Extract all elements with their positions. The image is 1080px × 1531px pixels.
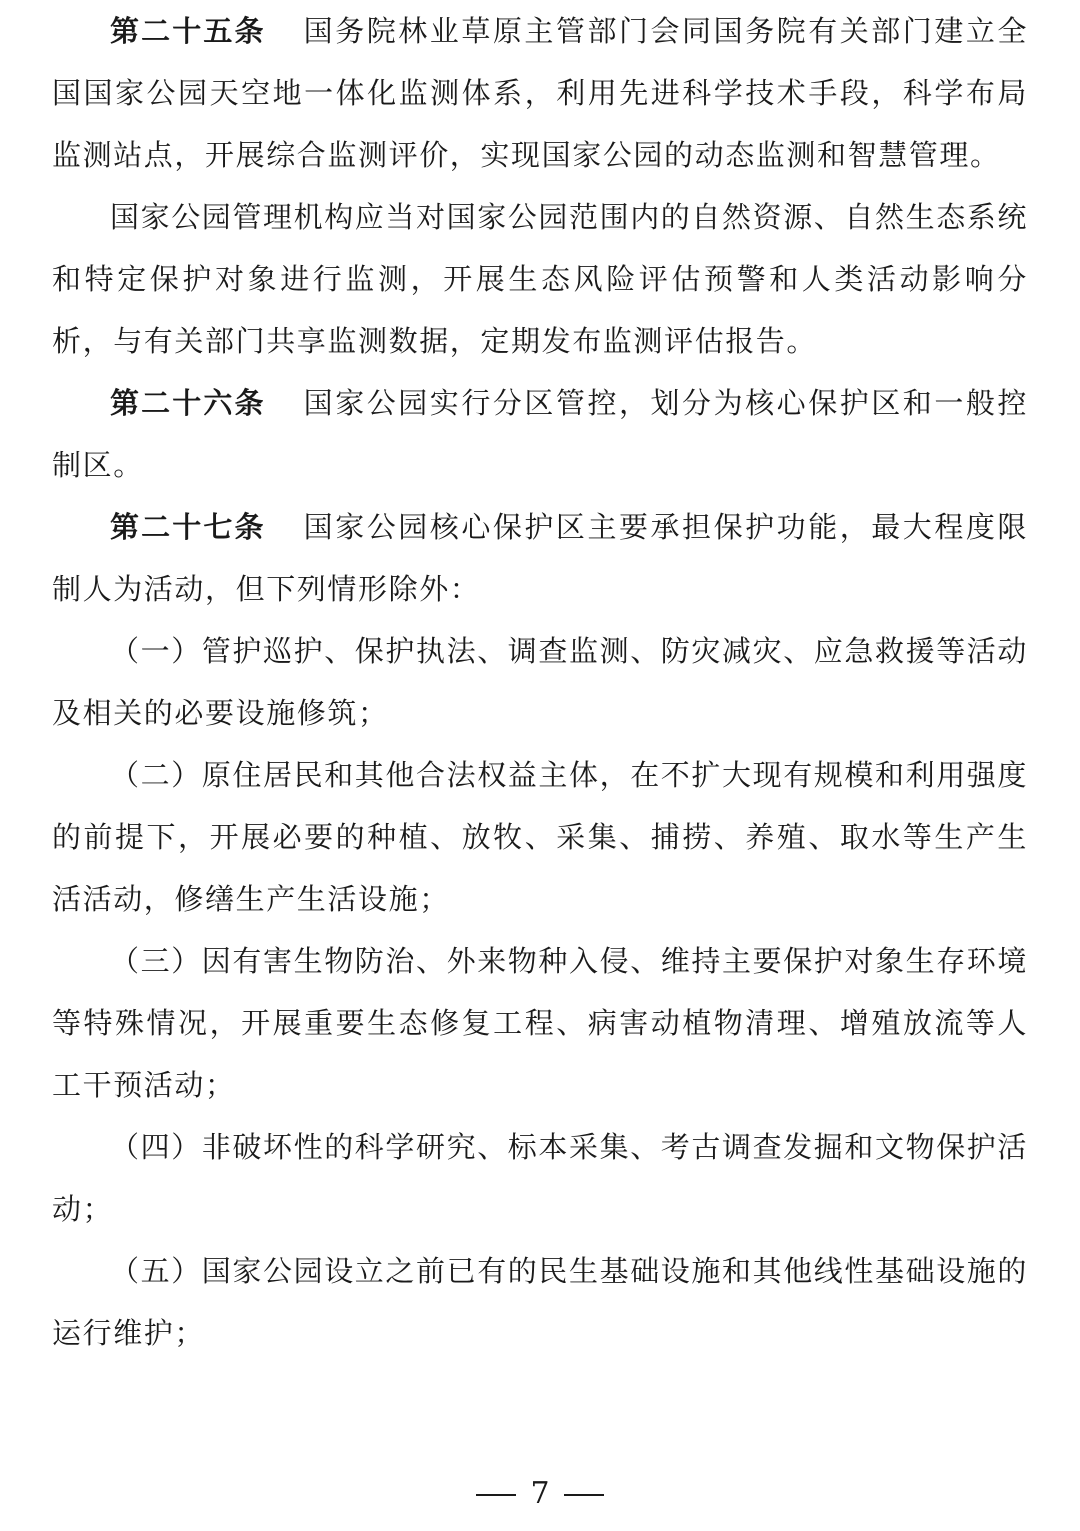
list-item-text: （三）因有害生物防治、外来物种入侵、维持主要保护对象生存环境等特殊情况，开展重要生态修复工程、病害动植物清理、增殖放流等人工干预活动； xyxy=(52,944,1029,1102)
paragraph-text: 国务院林业草原主管部门会同国务院有关部门建立全国国家公园天空地一体化监测体系，利用先进科学技术手段，科学布局监测站点，开展综合监测评价，实现国家公园的动态监测和智慧管理。 xyxy=(52,14,1028,172)
list-item-text: （五）国家公园设立之前已有的民生基础设施和其他线性基础设施的运行维护； xyxy=(52,1254,1029,1350)
list-item xyxy=(52,744,1028,930)
paragraph-text: 国家公园管理机构应当对国家公园范围内的自然资源、自然生态系统和特定保护对象进行监测，开展生态风险评估预警和人类活动影响分析，与有关部门共享监测数据，定期发布监测评估报告。 xyxy=(52,200,1029,358)
article-heading: 第二十七条 xyxy=(110,510,266,544)
list-item-text: （二）原住居民和其他合法权益主体，在不扩大现有规模和利用强度的前提下，开展必要的种植、放牧、采集、捕捞、养殖、取水等生产生活活动，修缮生产生活设施； xyxy=(52,758,1029,916)
document-body xyxy=(52,0,1028,1364)
list-item xyxy=(52,1240,1028,1364)
article-heading: 第二十六条 xyxy=(110,386,266,420)
list-item xyxy=(52,1116,1028,1240)
paragraph-article-25 xyxy=(52,0,1028,186)
paragraph-article-26 xyxy=(52,372,1028,496)
list-item xyxy=(52,620,1028,744)
footer-dash-left xyxy=(476,1494,516,1496)
list-item xyxy=(52,930,1028,1116)
list-item-text: （四）非破坏性的科学研究、标本采集、考古调查发掘和文物保护活动； xyxy=(52,1130,1029,1226)
page-footer xyxy=(0,1474,1080,1514)
article-heading: 第二十五条 xyxy=(110,14,266,48)
footer-dash-right xyxy=(564,1494,604,1496)
list-item-text: （一）管护巡护、保护执法、调查监测、防灾减灾、应急救援等活动及相关的必要设施修筑； xyxy=(52,634,1029,730)
paragraph xyxy=(52,186,1028,372)
paragraph-article-27 xyxy=(52,496,1028,620)
paragraph-text: 国家公园实行分区管控，划分为核心保护区和一般控制区。 xyxy=(52,386,1028,482)
page-number: 7 xyxy=(530,1476,550,1511)
paragraph-text: 国家公园核心保护区主要承担保护功能，最大程度限制人为活动，但下列情形除外： xyxy=(52,510,1028,606)
